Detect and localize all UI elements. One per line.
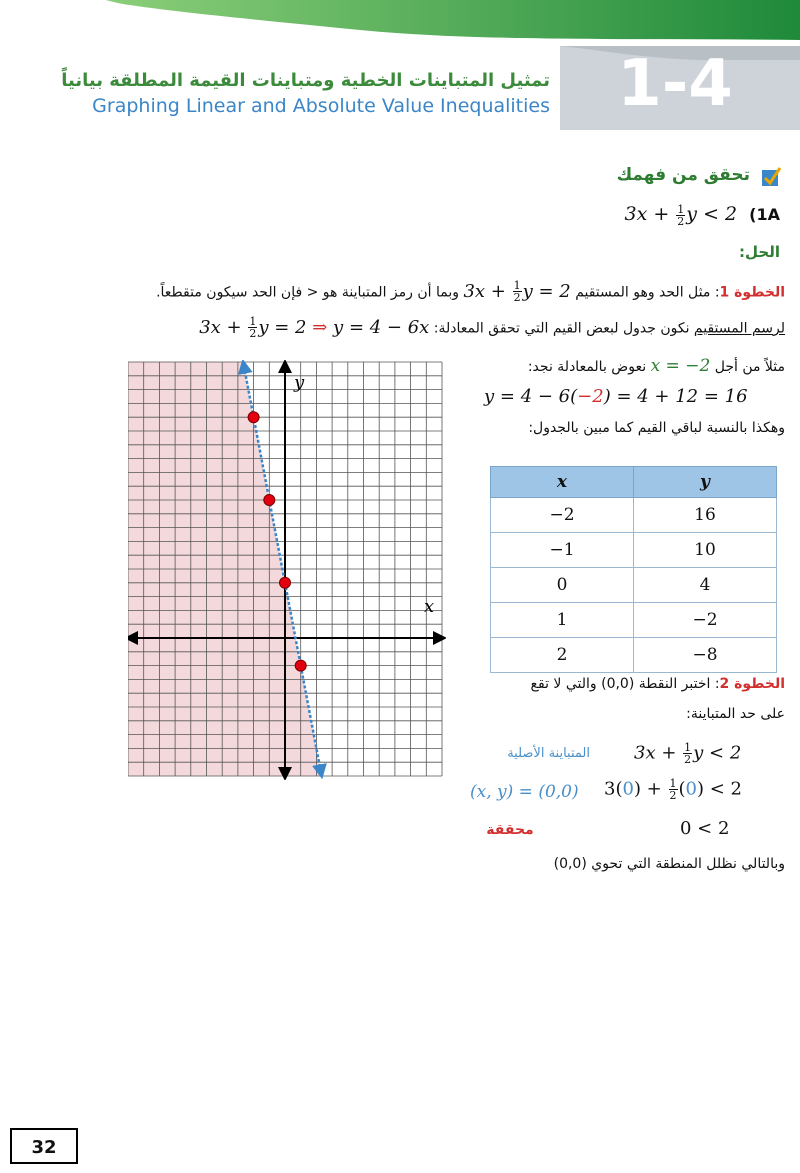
data-point [248, 412, 259, 423]
table-intro-line: لرسم المستقيم نكون جدول لبعض القيم التي تحقق المعادلة: 3x + $\frac{1}{2}$ y = 2 ⇒ y = 4 − 6x [199, 315, 785, 340]
example-calc: y = 4 − 6(−2) = 4 + 12 = 16 [484, 386, 748, 407]
data-point [295, 660, 306, 671]
orig-ineq: 3x + $\frac{1}{2}$ y < 2 [634, 741, 742, 766]
page-number: 32 [10, 1128, 78, 1164]
lesson-title-ar: تمثيل المتباينات الخطية ومتباينات القيمة المطلقة بيانياً [61, 70, 550, 91]
solution-label: الحل: [739, 243, 780, 261]
result-eq: 0 < 2 [680, 818, 730, 839]
check-heading: تحقق من فهمك [616, 165, 750, 185]
table-row: 0 4 [491, 568, 777, 603]
table-row: 2 −8 [491, 638, 777, 673]
example-line: مثلاً من أجل x = −2 نعوض بالمعادلة نجد: [527, 356, 785, 376]
problem-line: 3x + $\frac{1}{2}$ y < 2 (1A [624, 202, 780, 228]
step2-line2: على حد المتباينة: [686, 706, 785, 722]
sub-label: (x, y) = (0,0) [470, 782, 579, 802]
lesson-title-en: Graphing Linear and Absolute Value Inequalities [92, 95, 550, 117]
example-more: وهكذا بالنسبة لباقي القيم كما مبين بالجدول: [528, 420, 785, 436]
conclusion: وبالتالي نظلل المنطقة التي تحوي (0,0) [553, 856, 785, 872]
table-intro-text: نكون جدول لبعض القيم التي تحقق المعادلة: [433, 320, 694, 337]
values-table [490, 466, 777, 673]
data-point [280, 577, 291, 588]
y-axis-label: y [294, 372, 305, 393]
step1-rest: وبما أن رمز المتباينة هو < فإن الحد سيكون متقطعاً. [156, 284, 459, 301]
data-point [264, 495, 275, 506]
sub-ineq: 3(0) + $\frac{1}{2}$ (0) < 2 [604, 777, 742, 802]
step1-text: : مثل الحد وهو المستقيم [575, 284, 720, 301]
table-header-x: x [491, 467, 634, 498]
table-row: −1 10 [491, 533, 777, 568]
step2-line: الخطوة 2: اختبر النقطة (0,0) والتي لا تقع [530, 676, 785, 692]
step1-line: الخطوة 1: مثل الحد وهو المستقيم 3x + $\frac{1}{2}$ y = 2 وبما أن رمز المتباينة هو < فإن الحد سيكون متقطعاً. [156, 279, 785, 304]
orig-label: المتباينة الأصلية [507, 746, 590, 761]
example-x: x = −2 [650, 356, 711, 376]
problem-label: (1A [749, 205, 780, 224]
table-row: −2 16 [491, 498, 777, 533]
graph-svg [128, 360, 446, 780]
lesson-number: 1-4 [617, 47, 733, 121]
table-row: 1 −2 [491, 603, 777, 638]
check-icon [760, 166, 782, 188]
x-axis-label: x [424, 596, 435, 617]
step1-label: الخطوة 1 [719, 284, 785, 301]
true-label: محققة [486, 822, 534, 838]
table-header-y: y [634, 467, 777, 498]
table-header-row [491, 467, 777, 498]
table-intro-underlined: لرسم المستقيم [693, 320, 785, 337]
graph [128, 360, 446, 780]
